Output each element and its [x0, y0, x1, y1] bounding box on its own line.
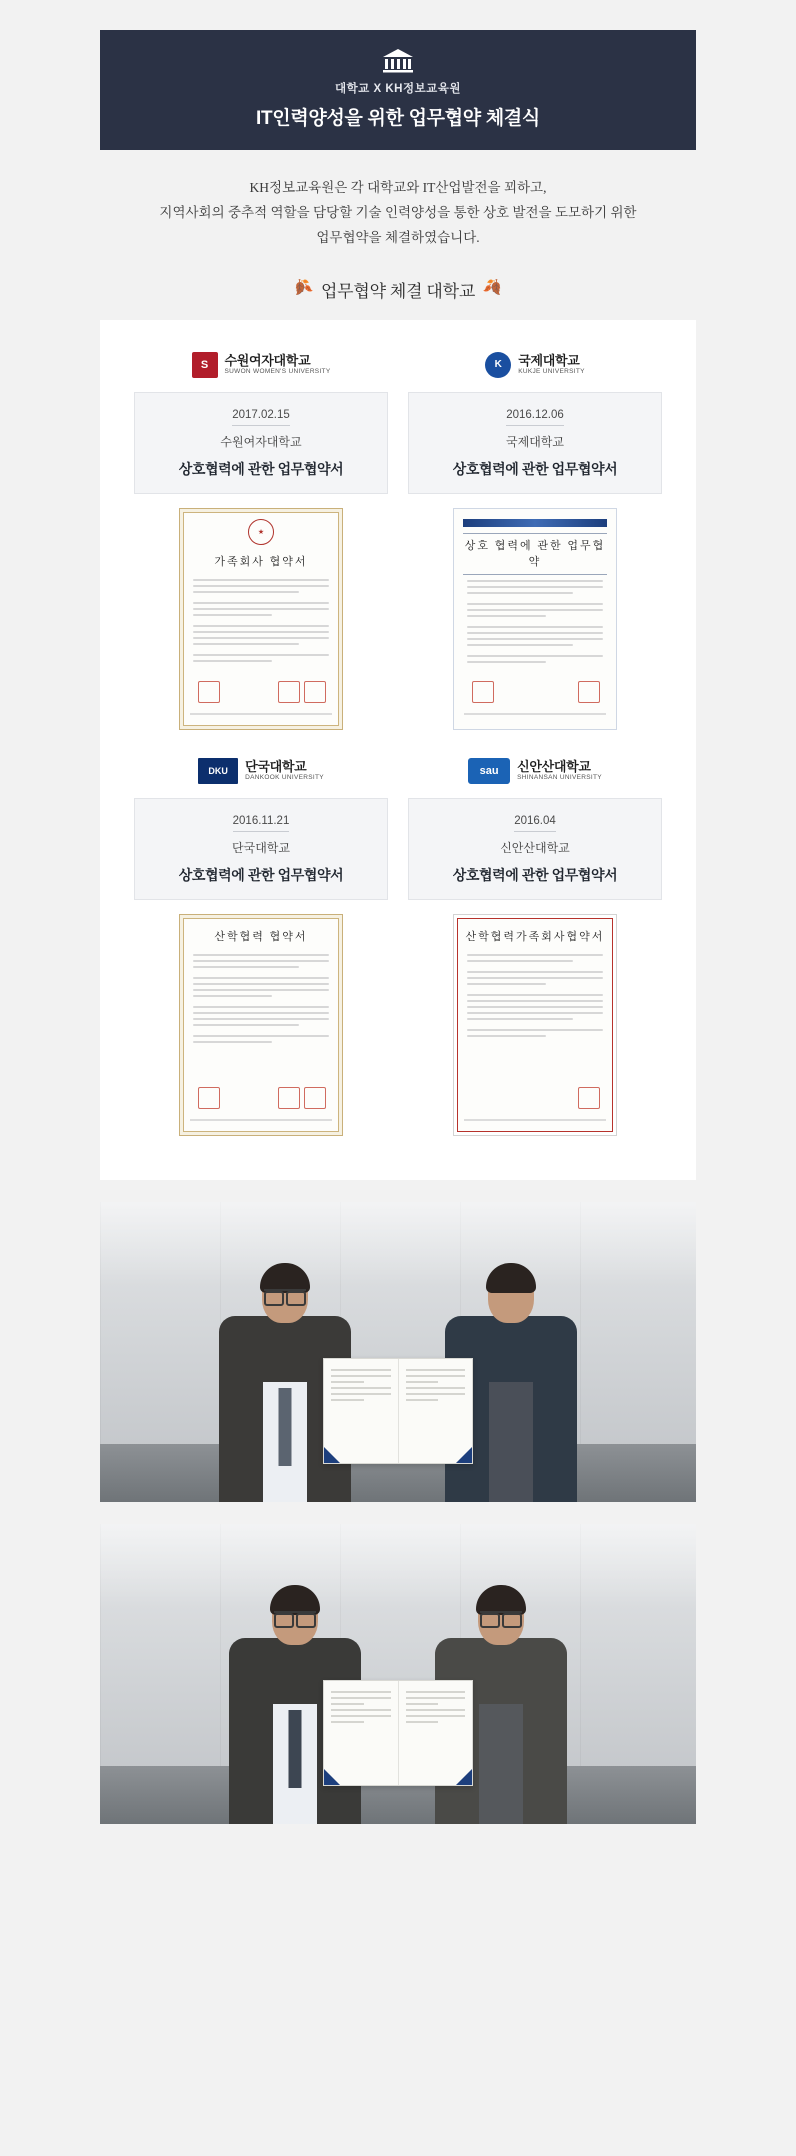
promo-page: [0, 30, 796, 2156]
held-agreement-document: [323, 1680, 473, 1786]
certificate-heading: 상호 협력에 관한 업무협약: [463, 533, 607, 575]
stamp-icon: [578, 681, 600, 703]
suwon-women-university-logo: [134, 348, 388, 382]
banner-title: IT인력양성을 위한 업무협약 체결식: [256, 108, 540, 129]
university-building-icon: [381, 48, 415, 74]
stamp-icon: [278, 681, 300, 703]
certificate-footer-rule: [190, 1119, 332, 1121]
certificate-heading: 가족회사 협약서: [214, 555, 308, 568]
section-title-wrap: [100, 277, 696, 302]
leaf-right-icon: 🍂: [481, 276, 506, 300]
agreement-university: 국제대학교: [506, 434, 564, 449]
certificate-footer-rule: [464, 713, 606, 715]
logo-name-main: 수원여자대학교: [224, 352, 311, 368]
stamp-icon: [198, 681, 220, 703]
university-card: [398, 748, 672, 1154]
mou-ceremony-photo-2: [100, 1524, 696, 1824]
mou-ceremony-photo-1: [100, 1202, 696, 1502]
glasses-icon: [264, 1289, 306, 1300]
university-card: [398, 342, 672, 748]
certificate-thumbnail[interactable]: [179, 914, 343, 1136]
logo-mark: sau: [468, 758, 510, 784]
leaf-left-icon: 🍂: [290, 276, 315, 300]
agreement-date: 2016.12.06: [506, 409, 564, 426]
logo-name-sub: KUKJE UNIVERSITY: [518, 368, 585, 376]
university-panel: [100, 320, 696, 1180]
certificate-thumbnail[interactable]: [453, 914, 617, 1136]
university-grid: [124, 342, 672, 1154]
intro-line-1: KH정보교육원은 각 대학교와 IT산업발전을 꾀하고,: [249, 180, 547, 195]
stamp-icon: [304, 1087, 326, 1109]
banner-subtitle: 대학교 X KH정보교육원: [334, 83, 462, 95]
logo-name-sub: SUWON WOMEN'S UNIVERSITY: [224, 368, 331, 376]
shinansan-university-logo: [408, 754, 662, 788]
intro-line-3: 업무협약을 체결하였습니다.: [316, 229, 480, 245]
intro-line-2: 지역사회의 중추적 역할을 담당할 기술 인력양성을 통한 상호 발전을 도모하기 위한: [159, 204, 637, 220]
logo-name-main: 단국대학교: [245, 758, 307, 774]
section-title: [290, 276, 506, 302]
logo-mark: DKU: [198, 758, 238, 784]
held-agreement-document: [323, 1358, 473, 1464]
agreement-doc-title: 상호협력에 관한 업무협약서: [178, 460, 344, 477]
agreement-doc-title: 상호협력에 관한 업무협약서: [452, 866, 618, 883]
section-title-label: 업무협약 체결 대학교: [320, 281, 476, 301]
footer-spacer: [0, 1824, 796, 1864]
stamp-icon: [198, 1087, 220, 1109]
logo-name-main: 국제대학교: [518, 352, 580, 368]
intro-text: [100, 176, 696, 251]
stamp-icon: [578, 1087, 600, 1109]
stamp-icon: [304, 681, 326, 703]
logo-mark: S: [192, 352, 218, 378]
certificate-body-lines: [463, 580, 607, 663]
agreement-info-box: [134, 392, 388, 494]
university-card: [124, 342, 398, 748]
glasses-icon: [274, 1611, 316, 1622]
logo-name-sub: DANKOOK UNIVERSITY: [245, 774, 324, 782]
agreement-info-box: [408, 392, 662, 494]
header-banner: [100, 30, 696, 150]
certificate-top-band: [463, 519, 607, 527]
certificate-body-lines: [189, 954, 333, 1043]
certificate-footer-rule: [190, 713, 332, 715]
agreement-doc-title: 상호협력에 관한 업무협약서: [178, 866, 344, 883]
agreement-university: 수원여자대학교: [220, 434, 302, 449]
dankook-university-logo: [134, 754, 388, 788]
stamp-icon: [472, 681, 494, 703]
kukje-university-logo: [408, 348, 662, 382]
agreement-info-box: [134, 798, 388, 900]
agreement-university: 신안산대학교: [500, 840, 570, 855]
certificate-heading: 산학협력가족회사협약서: [465, 930, 605, 943]
agreement-doc-title: 상호협력에 관한 업무협약서: [452, 460, 618, 477]
certificate-body-lines: [463, 954, 607, 1037]
glasses-icon: [480, 1611, 522, 1622]
agreement-date: 2016.11.21: [233, 815, 290, 832]
university-card: [124, 748, 398, 1154]
stamp-icon: [278, 1087, 300, 1109]
seal-icon: ★: [248, 519, 274, 545]
logo-name-sub: SHINANSAN UNIVERSITY: [517, 774, 602, 782]
certificate-body-lines: [189, 579, 333, 662]
certificate-heading: 산학협력 협약서: [214, 930, 308, 943]
agreement-university: 단국대학교: [232, 840, 290, 855]
logo-name-main: 신안산대학교: [517, 758, 591, 774]
agreement-info-box: [408, 798, 662, 900]
agreement-date: 2017.02.15: [232, 409, 290, 426]
certificate-footer-rule: [464, 1119, 606, 1121]
agreement-date: 2016.04: [514, 815, 556, 832]
logo-mark: K: [485, 352, 511, 378]
certificate-thumbnail[interactable]: [453, 508, 617, 730]
certificate-thumbnail[interactable]: [179, 508, 343, 730]
